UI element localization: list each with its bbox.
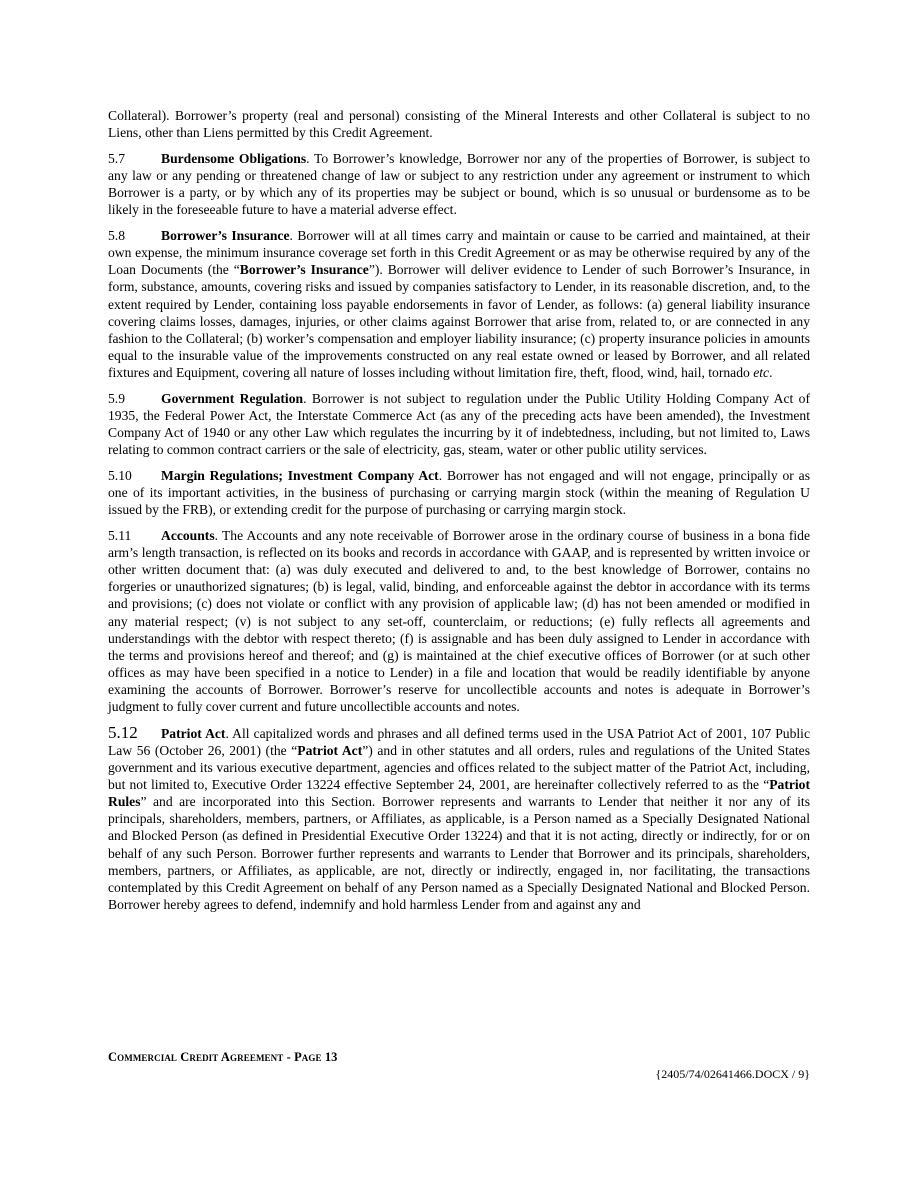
section-text: ”). Borrower will deliver evidence to Lender of such Borrower’s Insurance, in form, substance, amounts, covering risks and issued by companies satisfactory to Lender, in its reasonable discretion, and, to the extent required by Lender, containing loss payable endorsements in favor of Lender, as follows: (a) general liability insurance covering claims losses, damages, injuries, or other claims against Borrower that arise from, related to, or are connected in any fashion to the Collateral; (b) worker’s compensation and employer liability insurance; (c) property insurance policies in amounts equal to the insurable value of the improvements constructed on any real estate owned or leased by Borrower, and all related fixtures and Equipment, covering all nature of losses including without limitation fire, theft, flood, wind, hail, tornado bbox=[108, 262, 810, 380]
section-heading: Accounts bbox=[161, 528, 215, 544]
section-text: ” and are incorporated into this Section. Borrower represents and warrants to Lender that neither it nor any of its principals, shareholders, members, partners, or Affiliates, as applicable, is a Person named as a Specially Designated National and Blocked Person (as defined in Presidential Executive Order 13224) and that it is not acting, directly or indirectly, for or on behalf of any such Person. Borrower further represents and warrants to Lender that Borrower and its principals, shareholders, members, partners, or Affiliates, as applicable, are not, directly or indirectly, engaged in, nor facilitating, the transactions contemplated by this Credit Agreement on behalf of any Person named as a Specially Designated National and Blocked Person. Borrower hereby agrees to defend, indemnify and hold harmless Lender from and against any and bbox=[108, 794, 810, 912]
defined-term: Borrower’s Insurance bbox=[239, 262, 369, 278]
section-5-10 bbox=[108, 467, 810, 518]
section-number: 5.10 bbox=[108, 467, 132, 483]
section-text: . Borrower is not subject to regulation under the Public Utility Holding Company Act of 1935, the Federal Power Act, the Interstate Commerce Act (as any of the preceding acts have been amended), the Investment Company Act of 1940 or any other Law which regulates the incurring by it of indebtedness, including, but not limited to, Laws relating to common contract carriers or the sale of electricity, gas, steam, water or other public utility services. bbox=[108, 390, 810, 458]
section-number: 5.12 bbox=[108, 722, 138, 742]
document-body bbox=[108, 107, 810, 922]
section-5-9 bbox=[108, 390, 810, 458]
section-text: . Borrower will at all times carry and maintain or cause to be carried and maintained, at their own expense, the minimum insurance coverage set forth in this Credit Agreement or as may be otherwise required by any of the Loan Documents (the “ bbox=[108, 228, 811, 278]
section-number: 5.7 bbox=[108, 150, 125, 166]
section-text: . To Borrower’s knowledge, Borrower nor any of the properties of Borrower, is subject to any law or any pending or threatened change of law or subject to any restriction under any agreement or instrument to which Borrower is a party, or by which any of its properties may be subject or bound, which is so unusual or burdensome as to be likely in the foreseeable future to have a material adverse effect. bbox=[108, 150, 810, 218]
section-number: 5.9 bbox=[108, 390, 125, 406]
italic-term: etc bbox=[753, 364, 770, 380]
section-5-11 bbox=[108, 527, 810, 715]
paragraph-continued: Collateral). Borrower’s property (real and personal) consisting of the Mineral Interests and other Collateral is subject to no Liens, other than Liens permitted by this Credit Agreement. bbox=[108, 108, 810, 141]
defined-term: Patriot Rules bbox=[108, 777, 810, 810]
section-text: . The Accounts and any note receivable of Borrower arose in the ordinary course of business in a bona fide arm’s length transaction, is reflected on its books and records in accordance with GAAP, and is represented by written invoice or other written document that: (a) was duly executed and delivered to and, to the best knowledge of Borrower, contains no forgeries or unauthorized signatures; (b) is legal, valid, binding, and enforceable against the debtor in accordance with its terms and provisions; (c) does not violate or conflict with any provision of applicable law; (d) has not been amended or modified in any material respect; (v) is not subject to any set-off, counterclaim, or reductions; (e) fully reflects all agreements and understandings with the debtor with respect thereto; (f) is assignable and has been duly assigned to Lender in accordance with the terms and provisions hereof and thereof; and (g) is maintained at the chief executive offices of Borrower (or at such other offices as may have been specified in a notice to Lender) in a file and location that would be readily identifiable by anyone examining the accounts of Borrower. Borrower’s reserve for uncollectible accounts and notes is adequate in Borrower’s judgment to fully cover current and future uncollectible accounts and notes. bbox=[108, 528, 810, 714]
defined-term: Patriot Act bbox=[297, 742, 363, 758]
section-text: ”) and in other statutes and all orders, rules and regulations of the United States government and its various executive department, agencies and offices related to the subject matter of the Patriot Act, including, but not limited to, Executive Order 13224 effective September 24, 2001, are hereinafter collectively referred to as the “ bbox=[108, 742, 810, 793]
section-number: 5.11 bbox=[108, 528, 132, 544]
section-heading: Margin Regulations; Investment Company Act bbox=[161, 467, 439, 483]
section-5-7 bbox=[108, 150, 810, 218]
section-heading: Patriot Act bbox=[161, 725, 226, 741]
section-text: . Borrower has not engaged and will not engage, principally or as one of its important activities, in the business of purchasing or carrying margin stock (within the meaning of Regulation U issued by the FRB), or extending credit for the purpose of purchasing or carrying margin stock. bbox=[108, 467, 810, 518]
section-text: . All capitalized words and phrases and all defined terms used in the USA Patriot Act of 2001, 107 Public Law 56 (October 26, 2001) (the “ bbox=[108, 725, 810, 758]
section-heading: Borrower’s Insurance bbox=[161, 228, 290, 244]
section-heading: Government Regulation bbox=[161, 390, 304, 406]
section-heading: Burdensome Obligations bbox=[161, 150, 307, 166]
section-5-8: 5.8 Borrower’s Insurance. Borrower will at all times carry and maintain or cause to be carried and maintained, at their own expense, the minimum insurance coverage set forth in this Credit Agreement or as may be otherwise required by any of the Loan Documents (the “Borrower’s Insurance”). Borrower will deliver evidence to Lender of such Borrower’s Insurance, in form, substance, amounts, covering risks and issued by companies satisfactory to Lender, in its reasonable discretion, and, to the extent required by Lender, containing loss payable endorsements in favor of Lender, as follows: (a) general liability insurance covering claims losses, damages, injuries, or other claims against Borrower that arise from, related to, or are connected in any fashion to the Collateral; (b) worker’s compensation and employer liability insurance; (c) property insurance policies in amounts equal to the insurable value of the improvements constructed on any real estate owned or leased by Borrower, and all related fixtures and Equipment, covering all nature of losses including without limitation fire, theft, flood, wind, hail, tornado etc. bbox=[108, 228, 811, 380]
document-id: {2405/74/02641466.DOCX / 9} bbox=[655, 1067, 810, 1081]
section-number: 5.8 bbox=[108, 228, 125, 244]
section-5-12 bbox=[108, 724, 810, 913]
page-footer-title: Commercial Credit Agreement - Page 13 bbox=[108, 1050, 338, 1064]
